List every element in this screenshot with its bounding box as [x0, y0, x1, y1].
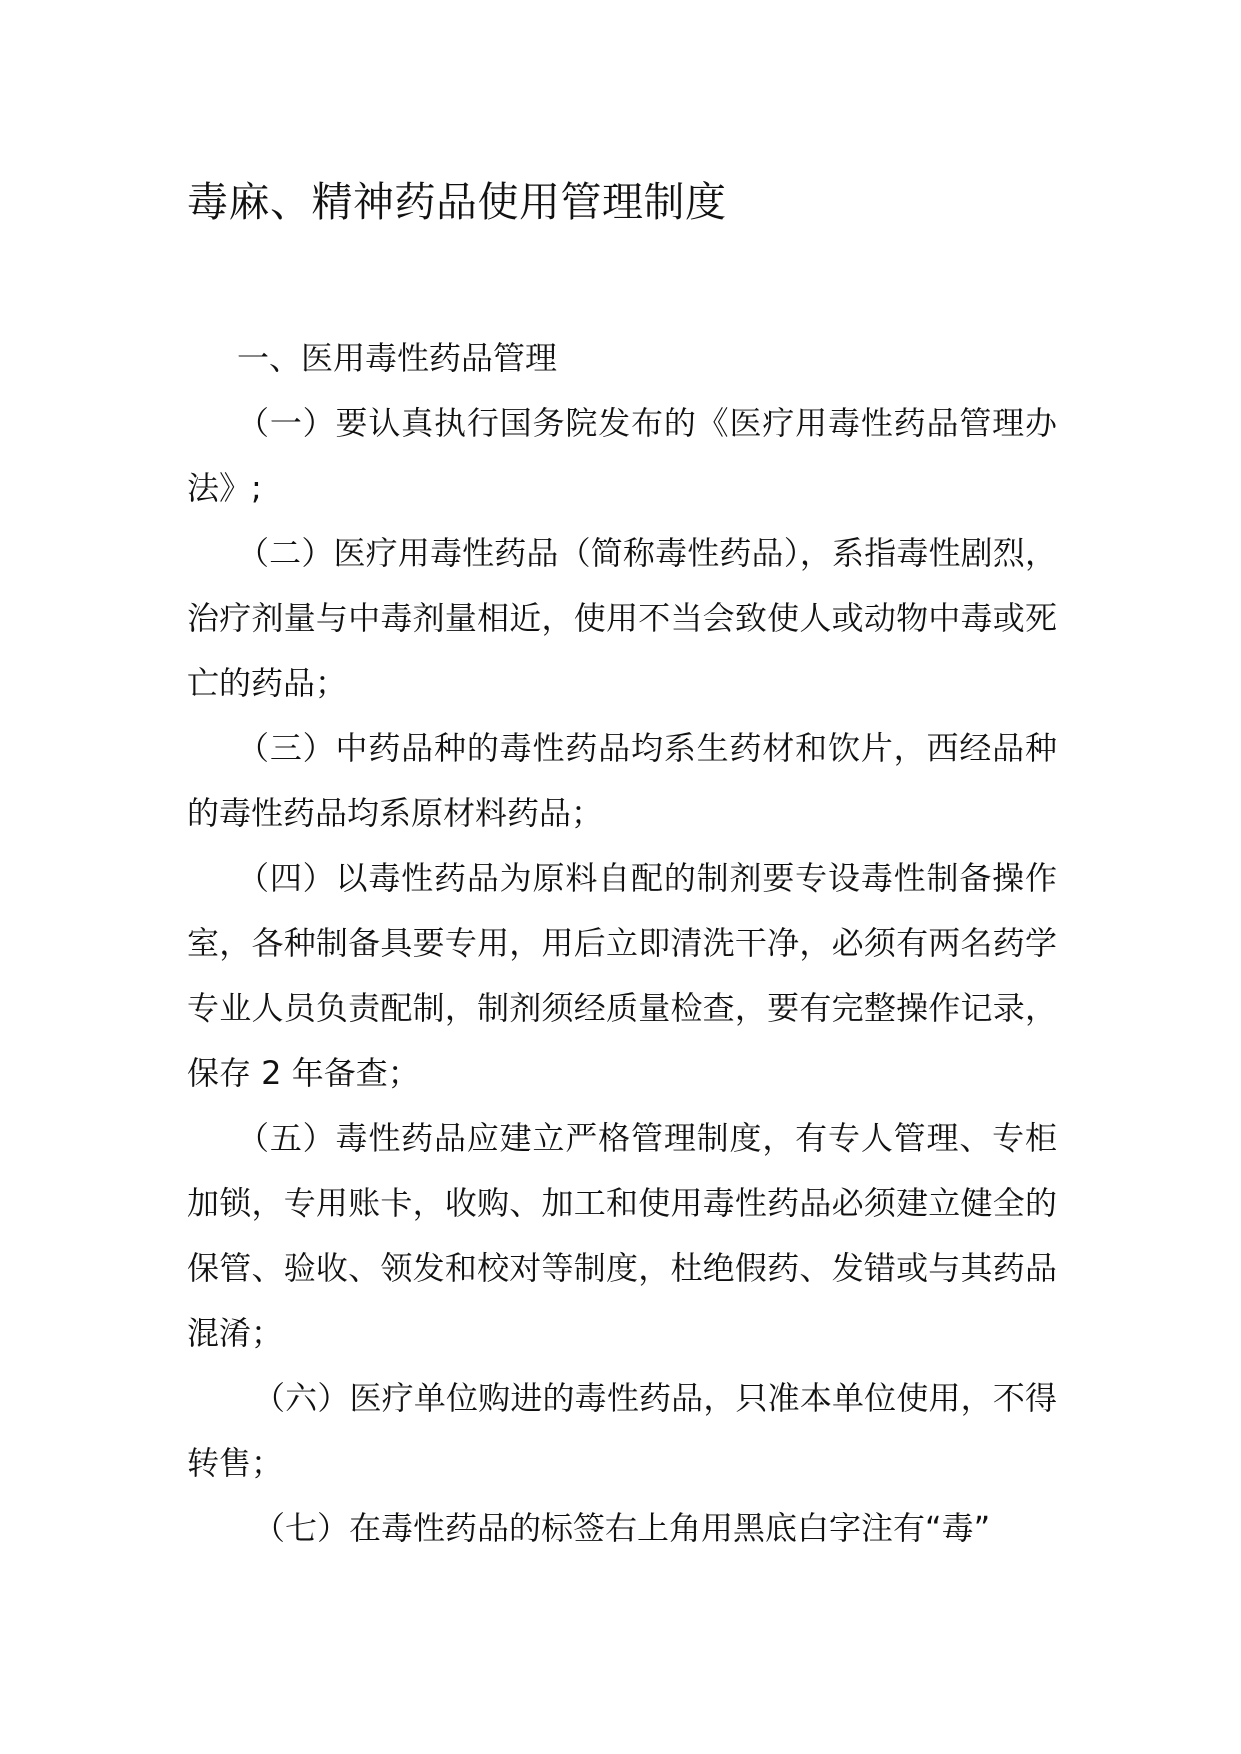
paragraph-7: （七）在毒性药品的标签右上角用黑底白字注有“毒”	[253, 1509, 991, 1547]
paragraph-2: （二）医疗用毒性药品（简称毒性药品），系指毒性剧烈，治疗剂量与中毒剂量相近，使用不当会致使人或动物中毒或死亡的药品；	[187, 534, 1057, 702]
paragraph-4: （四）以毒性药品为原料自配的制剂要专设毒性制备操作室，各种制备具要专用，用后立即清洗干净，必须有两名药学专业人员负责配制，制剂须经质量检查，要有完整操作记录，保存 2 年备查；	[187, 859, 1057, 1092]
paragraph-3: （三）中药品种的毒性药品均系生药材和饮片，西经品种的毒性药品均系原材料药品；	[187, 729, 1057, 832]
document-title: 毒麻、精神药品使用管理制度	[187, 178, 727, 226]
paragraph-6: （六）医疗单位购进的毒性药品，只准本单位使用，不得转售；	[187, 1379, 1057, 1482]
document-body	[187, 326, 1057, 1561]
paragraph-5: （五）毒性药品应建立严格管理制度，有专人管理、专柜加锁，专用账卡，收购、加工和使用毒性药品必须建立健全的保管、验收、领发和校对等制度，杜绝假药、发错或与其药品混淆；	[187, 1119, 1057, 1352]
section-heading: 一、医用毒性药品管理	[237, 339, 558, 377]
paragraph-1: （一）要认真执行国务院发布的《医疗用毒性药品管理办法》;	[187, 404, 1057, 507]
